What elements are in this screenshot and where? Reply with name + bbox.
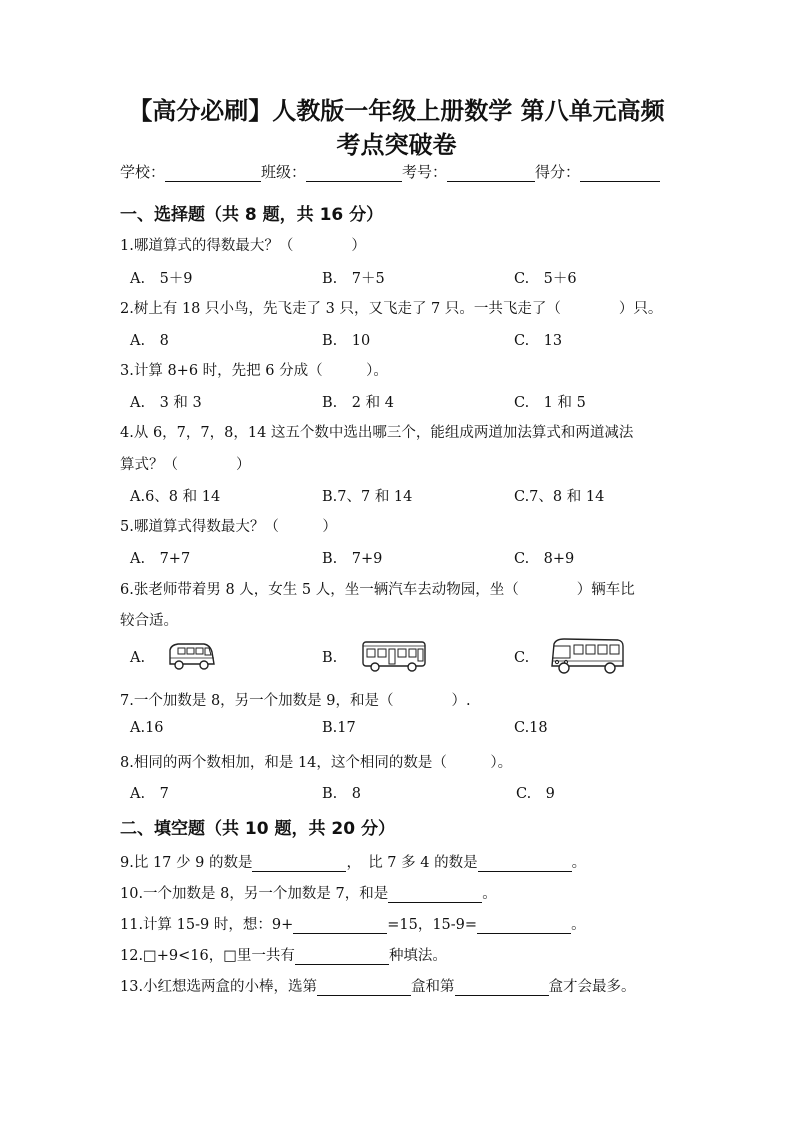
score-label: 得分： (535, 163, 581, 181)
question-6-line2: 较合适。 (120, 613, 178, 629)
q5-option-b[interactable]: B. 7+9 (322, 551, 383, 567)
city-bus-icon (360, 638, 428, 674)
exam-title-line2: 考点突破卷 (336, 131, 457, 159)
q8-option-a[interactable]: A. 7 (130, 786, 169, 802)
q2-option-a[interactable]: A. 8 (130, 333, 169, 349)
q13-blank-1[interactable] (317, 979, 411, 996)
small-van-icon (164, 640, 218, 672)
q11-blank-1[interactable] (293, 917, 387, 934)
class-field[interactable] (306, 163, 402, 182)
q8-option-b[interactable]: B. 8 (322, 786, 361, 802)
exam-number-label: 考号： (402, 163, 448, 181)
q7-option-a[interactable]: A.16 (130, 720, 164, 736)
q13-text-3: 盒才会最多。 (548, 979, 636, 995)
question-6-line1: 6.张老师带着男 8 人，女生 5 人，坐一辆汽车去动物园，坐（ ）辆车比 (120, 582, 635, 598)
q5-option-c[interactable]: C. 8+9 (514, 551, 575, 567)
q3-option-a[interactable]: A. 3 和 3 (130, 395, 202, 411)
question-10 (120, 882, 497, 903)
q8-option-c[interactable]: C. 9 (516, 786, 555, 802)
q10-text-2: 。 (482, 886, 497, 902)
q11-text-1: 11.计算 15-9 时，想：9+ (120, 917, 294, 933)
question-8: 8.相同的两个数相加，和是 14，这个相同的数是（ ）。 (120, 755, 513, 771)
q12-text-2: 种填法。 (388, 948, 447, 964)
question-13 (120, 975, 636, 996)
school-label: 学校： (120, 163, 166, 181)
q4-option-b[interactable]: B.7、7 和 14 (322, 489, 413, 505)
exam-title-line1: 【高分必刷】人教版一年级上册数学 第八单元高频 (128, 97, 665, 125)
q6-option-b[interactable]: B. (322, 650, 338, 666)
q11-text-2: =15，15-9= (387, 917, 478, 933)
q3-option-c[interactable]: C. 1 和 5 (514, 395, 586, 411)
large-bus-icon (548, 636, 626, 676)
q1-option-b[interactable]: B. 7＋5 (322, 271, 385, 287)
q5-option-a[interactable]: A. 7+7 (130, 551, 191, 567)
q7-option-b[interactable]: B.17 (322, 720, 356, 736)
q4-option-a[interactable]: A.6、8 和 14 (130, 489, 221, 505)
q2-option-b[interactable]: B. 10 (322, 333, 371, 349)
q9-blank-2[interactable] (478, 855, 572, 872)
exam-number-field[interactable] (447, 163, 535, 182)
section-heading-choice: 一、选择题（共 8 题，共 16 分） (120, 205, 384, 225)
question-5: 5.哪道算式得数最大？（ ） (120, 519, 337, 535)
q6-option-c[interactable]: C. (514, 650, 530, 666)
question-4-line1: 4.从 6，7，7，8，14 这五个数中选出哪三个，能组成两道加法算式和两道减法 (120, 425, 634, 441)
q12-text-1: 12.□+9<16，□里一共有 (120, 948, 295, 964)
question-9 (120, 851, 586, 872)
question-4-line2: 算式？（ ） (120, 457, 251, 473)
question-2: 2.树上有 18 只小鸟，先飞走了 3 只，又飞走了 7 只。一共飞走了（ ）只。 (120, 301, 663, 317)
q1-option-c[interactable]: C. 5＋6 (514, 271, 577, 287)
q9-text-2: ， 比 7 多 4 的数是 (346, 855, 478, 871)
q13-text-2: 盒和第 (411, 979, 455, 995)
question-1: 1.哪道算式的得数最大？（ ） (120, 238, 366, 254)
q10-text-1: 10.一个加数是 8，另一个加数是 7，和是 (120, 886, 389, 902)
class-label: 班级： (261, 163, 307, 181)
q10-blank[interactable] (388, 886, 482, 903)
q2-option-c[interactable]: C. 13 (514, 333, 563, 349)
q13-text-1: 13.小红想选两盒的小棒，选第 (120, 979, 318, 995)
q9-text-1: 9.比 17 少 9 的数是 (120, 855, 253, 871)
question-11 (120, 913, 586, 934)
q4-option-c[interactable]: C.7、8 和 14 (514, 489, 605, 505)
q11-text-3: 。 (571, 917, 586, 933)
q11-blank-2[interactable] (477, 917, 571, 934)
question-3: 3.计算 8+6 时，先把 6 分成（ ）。 (120, 363, 388, 379)
q3-option-b[interactable]: B. 2 和 4 (322, 395, 394, 411)
q6-option-a[interactable]: A. (130, 650, 146, 666)
student-info-row (120, 160, 676, 182)
q12-blank[interactable] (295, 948, 389, 965)
section-heading-fill: 二、填空题（共 10 题，共 20 分） (120, 819, 395, 839)
q9-text-3: 。 (571, 855, 587, 871)
q9-blank-1[interactable] (252, 855, 346, 872)
school-field[interactable] (165, 163, 261, 182)
question-12 (120, 944, 447, 965)
q7-option-c[interactable]: C.18 (514, 720, 548, 736)
q1-option-a[interactable]: A. 5＋9 (130, 271, 193, 287)
question-7: 7.一个加数是 8，另一个加数是 9，和是（ ）. (120, 693, 471, 709)
q13-blank-2[interactable] (455, 979, 549, 996)
score-field[interactable] (580, 163, 660, 182)
